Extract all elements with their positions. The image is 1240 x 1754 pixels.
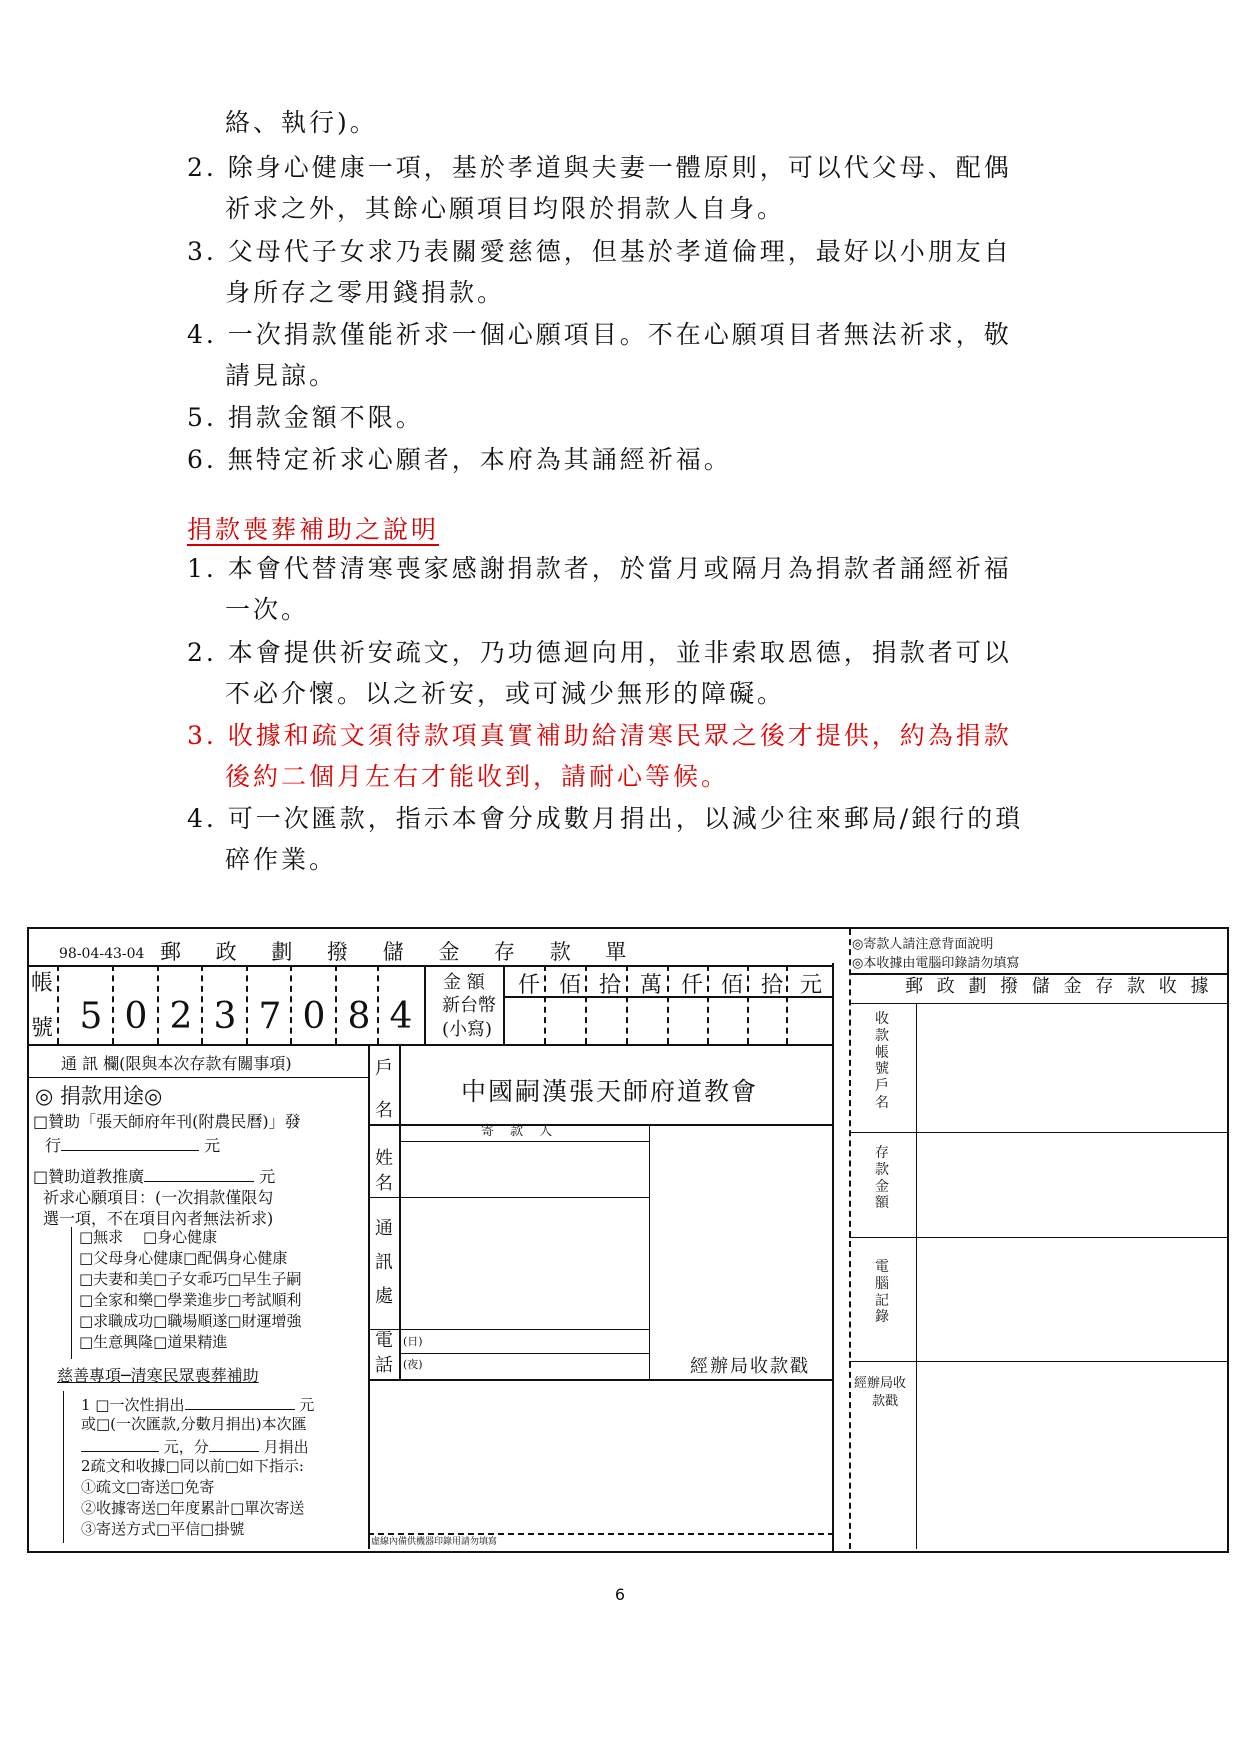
phone-day: (日) — [403, 1335, 423, 1348]
section-line: 碎作業。 — [225, 845, 338, 874]
amount-unit: 拾 — [760, 973, 783, 998]
receipt-row-label: 經辦局收 — [854, 1376, 907, 1391]
amount-label: (小寫) — [442, 1019, 493, 1040]
wish-option-row[interactable]: □夫妻和美□子女乖巧□早生子嗣 — [79, 1270, 302, 1288]
yuan-label: 元 — [259, 1167, 276, 1186]
amount-blank — [185, 1395, 295, 1410]
amount-unit: 佰 — [558, 973, 581, 998]
section-line-highlight: 後約二個月左右才能收到，請耐心等候。 — [225, 762, 730, 791]
account-digit: 0 — [124, 996, 148, 1037]
wish-option-row[interactable]: □全家和樂□學業進步□考試順利 — [79, 1291, 302, 1309]
address-label: 通 — [375, 1218, 393, 1239]
payee-label: 戶 — [375, 1058, 393, 1079]
yuan-label: 元 — [299, 1396, 315, 1414]
receipt-title: 郵 政 劃 撥 儲 金 存 款 收 據 — [905, 976, 1213, 997]
amount-blank — [61, 1136, 199, 1151]
phone-label: 話 — [375, 1355, 393, 1376]
wish-intro: 選一項，不在項目內者無法祈求) — [43, 1209, 274, 1228]
memo-item-label: 行 — [45, 1136, 62, 1155]
section-line: 4. 可一次匯款，指示本會分成數月捐出，以減少往來郵局/銀行的瑣 — [187, 804, 1024, 833]
account-label-bottom: 號 — [31, 1016, 54, 1041]
receipt-row-label: 款戳 — [872, 1394, 899, 1409]
amount-unit: 元 — [799, 973, 822, 998]
post-stamp-label: 經辦局收款戳 — [690, 1356, 810, 1377]
amount-unit: 仟 — [517, 973, 540, 998]
donation-purpose: ◎ 捐款用途◎ — [35, 1084, 163, 1108]
charity-line — [81, 1395, 314, 1414]
note-line: 3. 父母代子女求乃表關愛慈德，但基於孝道倫理，最好以小朋友自 — [187, 237, 1012, 266]
note-line: 請見諒。 — [225, 361, 338, 390]
account-digit: 0 — [302, 996, 326, 1037]
note-line: 6. 無特定祈求心願者，本府為其誦經祈福。 — [187, 445, 732, 474]
charity-label: 元，分 — [163, 1438, 209, 1456]
form-title: 郵 政 劃 撥 儲 金 存 款 單 — [160, 940, 641, 964]
amount-unit: 佰 — [720, 973, 743, 998]
address-label: 訊 — [375, 1252, 393, 1273]
memo-item — [33, 1167, 275, 1186]
amount-unit: 仟 — [680, 973, 703, 998]
section-line: 一次。 — [225, 595, 310, 624]
account-digit: 3 — [213, 996, 237, 1037]
wish-option-row[interactable]: □無求 □身心健康 — [79, 1228, 218, 1246]
charity-option[interactable]: ①疏文□寄送□免寄 — [81, 1478, 215, 1496]
amount-unit: 拾 — [598, 973, 621, 998]
section-line: 2. 本會提供祈安疏文，乃功德迴向用，並非索取恩德，捐款者可以 — [187, 638, 1012, 667]
receipt-row-label: 存款金額 — [875, 1145, 889, 1212]
charity-option[interactable]: 1 □一次性捐出 — [81, 1396, 185, 1414]
note-line: 絡、執行)。 — [225, 108, 378, 137]
note-line: 祈求之外，其餘心願項目均限於捐款人自身。 — [225, 194, 786, 223]
memo-item — [45, 1136, 220, 1155]
machine-note: 虛線內備供機器印錄用請勿填寫 — [371, 1537, 498, 1547]
receipt-note: ◎寄款人請注意背面說明 — [852, 937, 994, 952]
account-digit: 4 — [389, 996, 413, 1037]
account-label-top: 帳 — [31, 971, 54, 996]
name-label: 姓 — [375, 1148, 393, 1169]
note-line: 4. 一次捐款僅能祈求一個心願項目。不在心願項目者無法祈求，敬 — [187, 320, 1012, 349]
yuan-label: 元 — [204, 1136, 221, 1155]
address-label: 處 — [375, 1286, 393, 1307]
account-digit: 7 — [258, 996, 282, 1037]
sender-label: 寄 款 人 — [481, 1124, 559, 1139]
payee-label: 名 — [375, 1100, 393, 1121]
charity-option[interactable]: 2疏文和收據□同以前□如下指示: — [81, 1457, 304, 1475]
note-line: 身所存之零用錢捐款。 — [225, 278, 506, 307]
amount-label: 新台幣 — [442, 995, 496, 1016]
receipt-note: ◎本收據由電腦印錄請勿填寫 — [852, 956, 1020, 971]
wish-option-row[interactable]: □生意興隆□道果精進 — [79, 1333, 228, 1351]
note-line: 2. 除身心健康一項，基於孝道與夫妻一體原則，可以代父母、配偶 — [187, 153, 1012, 182]
month-blank — [209, 1437, 259, 1452]
section-line: 1. 本會代替清寒喪家感謝捐款者，於當月或隔月為捐款者誦經祈福 — [187, 554, 1012, 583]
charity-option[interactable]: ②收據寄送□年度累計□單次寄送 — [81, 1499, 305, 1517]
form-code: 98-04-43-04 — [59, 946, 145, 962]
charity-bracket — [63, 1391, 64, 1543]
wish-option-row[interactable]: □求職成功□職場順遂□財運增強 — [79, 1312, 302, 1330]
receipt-row-label: 收款帳號戶名 — [875, 1011, 889, 1111]
amount-blank — [81, 1437, 159, 1452]
wish-bracket — [71, 1227, 72, 1359]
charity-label: 月捐出 — [263, 1438, 309, 1456]
name-label: 名 — [375, 1173, 393, 1194]
phone-night: (夜) — [403, 1358, 423, 1371]
charity-line — [81, 1437, 309, 1456]
page-number: 6 — [614, 1585, 626, 1604]
charity-option[interactable]: 或□(一次匯款,分數月捐出)本次匯 — [81, 1415, 307, 1433]
memo-item: □贊助「張天師府年刊(附農民曆)」發 — [33, 1112, 301, 1131]
receipt-row-label: 電腦記錄 — [875, 1259, 889, 1326]
amount-blank — [144, 1167, 254, 1182]
memo-title: 通 訊 欄(限與本次存款有關事項) — [61, 1054, 292, 1073]
section-heading: 捐款喪葬補助之說明 — [187, 515, 440, 544]
note-line: 5. 捐款金額不限。 — [187, 403, 424, 432]
memo-item-label: □贊助道教推廣 — [33, 1167, 145, 1186]
wish-intro: 祈求心願項目：(一次捐款僅限勾 — [43, 1188, 274, 1207]
section-line-highlight: 3. 收據和疏文須待款項真實補助給清寒民眾之後才提供，約為捐款 — [187, 721, 1012, 750]
postal-deposit-form — [27, 927, 1229, 1553]
payee-name: 中國嗣漢張天師府道教會 — [461, 1077, 759, 1106]
phone-label: 電 — [375, 1330, 393, 1351]
charity-title: 慈善專項─清寒民眾喪葬補助 — [57, 1366, 259, 1385]
account-digit: 8 — [347, 996, 371, 1037]
wish-option-row[interactable]: □父母身心健康□配偶身心健康 — [79, 1249, 288, 1267]
charity-option[interactable]: ③寄送方式□平信□掛號 — [81, 1520, 245, 1538]
amount-label: 金 額 — [443, 972, 485, 993]
amount-unit: 萬 — [639, 973, 662, 998]
account-digit: 2 — [169, 996, 193, 1037]
section-line: 不必介懷。以之祈安，或可減少無形的障礙。 — [225, 679, 786, 708]
account-digit: 5 — [79, 996, 103, 1037]
